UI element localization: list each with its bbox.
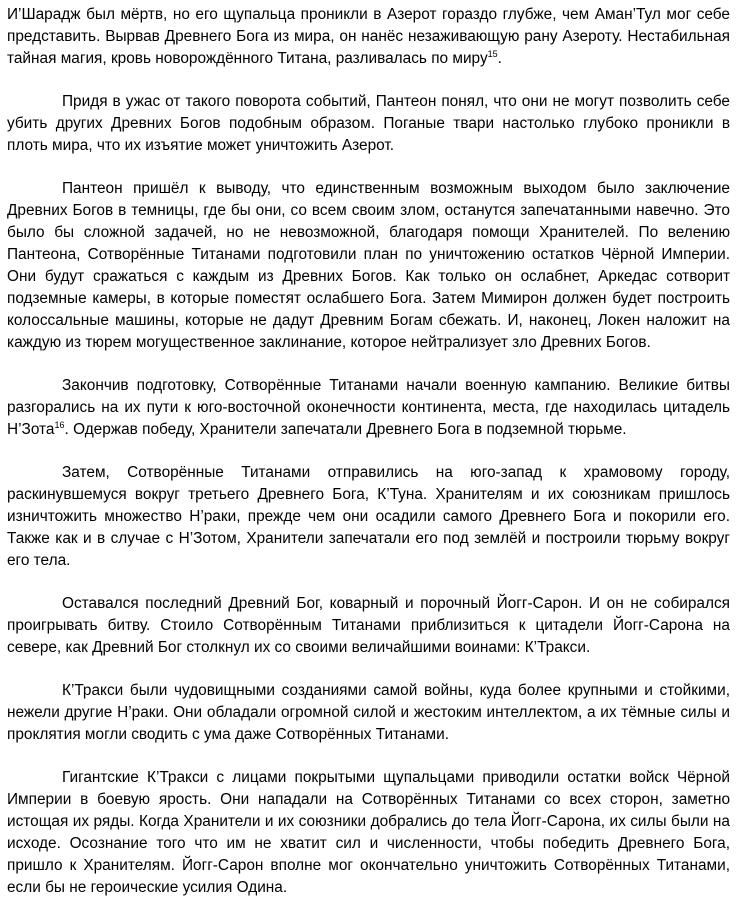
paragraph-1: [7, 4, 730, 70]
paragraph-text: Закончив подготовку, Сотворённые Титанами начали военную кампанию. Великие битвы разгорались на их пути к юго-восточной оконечности континента, места, где находилась цитадель Н’Зота: [7, 377, 730, 438]
paragraph-text: .: [497, 50, 502, 67]
footnote-ref[interactable]: 16: [54, 420, 65, 430]
paragraph-text: Затем, Сотворённые Титанами отправились на юго-запад к храмовому городу, раскинувшемуся вокруг третьего Древнего Бога, К’Туна. Хранителям и их союзникам пришлось изничтожить множество Н’раки, прежде чем они осадили самого Древнего Бога и покорили его. Также как и в случае с Н’Зотом, Хранители запечатали его под землёй и построили тюрьму вокруг его тела.: [7, 464, 730, 569]
paragraph-4: [7, 375, 730, 441]
paragraph-text: К’Тракси были чудовищными созданиями самой войны, куда более крупными и стойкими, нежели другие Н’раки. Они обладали огромной силой и жестоким интеллектом, а их тёмные силы и проклятия могли сводить с ума даже Сотворённых Титанами.: [7, 682, 730, 743]
paragraph-7: [7, 680, 730, 746]
paragraph-text: . Одержав победу, Хранители запечатали Древнего Бога в подземной тюрьме.: [64, 421, 627, 438]
paragraph-8: [7, 767, 730, 899]
footnote-ref[interactable]: 15: [487, 49, 498, 59]
paragraph-text: И’Шарадж был мёртв, но его щупальца проникли в Азерот гораздо глубже, чем Аман’Тул мог себе представить. Вырвав Древнего Бога из мира, он нанёс незаживающую рану Азероту. Нестабильная тайная магия, кровь новорождённого Титана, разливалась по миру: [7, 6, 730, 67]
paragraph-5: [7, 462, 730, 572]
paragraph-text: Пантеон пришёл к выводу, что единственным возможным выходом было заключение Древних Богов в темницы, где бы они, со всем своим злом, останутся запечатанными навечно. Это было бы сложной задачей, но не невозможной, благодаря помощи Хранителей. По велению Пантеона, Сотворённые Титанами подготовили план по уничтожению остатков Чёрной Империи. Они будут сражаться с каждым из Древних Богов. Как только он ослабнет, Аркедас сотворит подземные камеры, в которые поместят ослабшего Бога. Затем Мимирон должен будет построить колоссальные машины, которые не дадут Древним Богам сбежать. И, наконец, Локен наложит на каждую из тюрем могущественное заклинание, которое нейтрализует зло Древних Богов.: [7, 180, 730, 351]
paragraph-3: [7, 178, 730, 354]
paragraph-text: Гигантские К’Тракси с лицами покрытыми щупальцами приводили остатки войск Чёрной Империи в боевую ярость. Они нападали на Сотворённых Титанами со всех сторон, заметно истощая их ряды. Когда Хранители и их союзники добрались до тела Йогг-Сарона, их силы были на исходе. Осознание того что им не хватит сил и численности, чтобы победить Древнего Бога, пришло к Хранителям. Йогг-Сарон вполне мог окончательно уничтожить Сотворённых Титанами, если бы не героические усилия Одина.: [7, 769, 730, 896]
paragraph-2: [7, 91, 730, 157]
paragraph-text: Оставался последний Древний Бог, коварный и порочный Йогг-Сарон. И он не собирался проигрывать битву. Стоило Сотворённым Титанами приблизиться к цитадели Йогг-Сарона на севере, как Древний Бог столкнул их со своими величайшими воинами: К’Тракси.: [7, 595, 730, 656]
paragraph-6: [7, 593, 730, 659]
paragraph-text: Придя в ужас от такого поворота событий, Пантеон понял, что они не могут позволить себе убить других Древних Богов подобным образом. Поганые твари настолько глубоко проникли в плоть мира, что их изъятие может уничтожить Азерот.: [7, 93, 730, 154]
